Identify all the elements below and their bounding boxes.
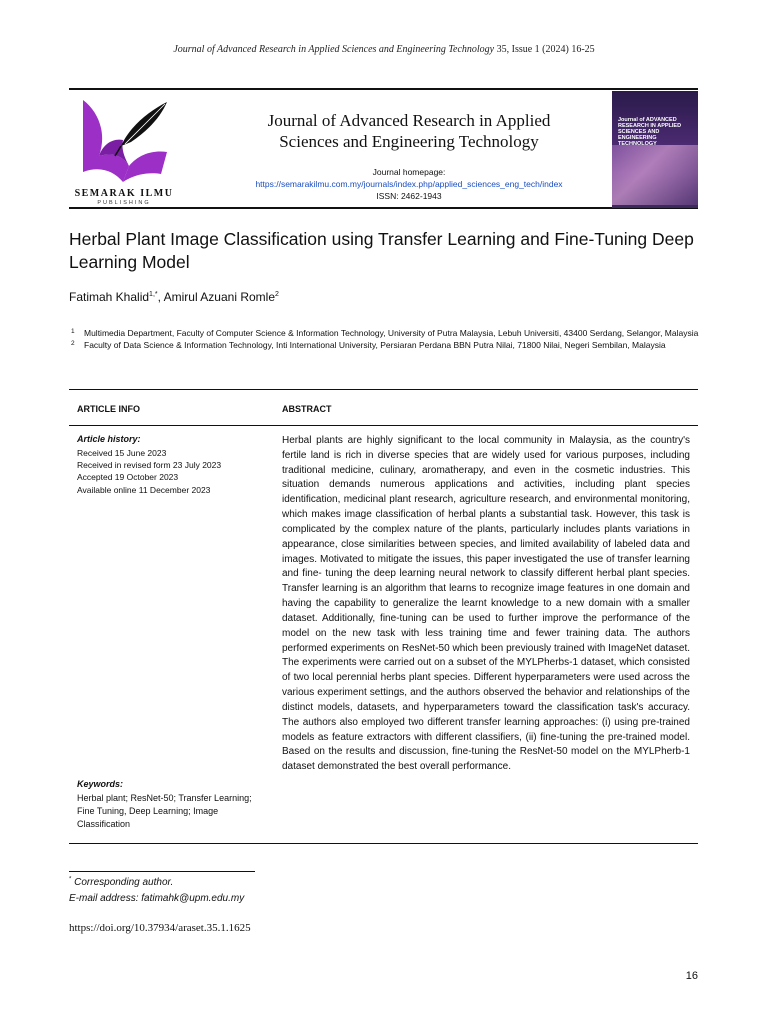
footnote-rule [69, 871, 255, 872]
corresponding-text: Corresponding author. [71, 877, 174, 888]
history-revised: Received in revised form 23 July 2023 [77, 460, 222, 471]
author-name: Amirul Azuani Romle [163, 290, 275, 304]
affiliations [69, 327, 699, 351]
book-quill-icon [69, 94, 179, 188]
corresponding-author-note [69, 877, 173, 888]
keywords-label: Keywords: [77, 779, 124, 789]
paper-title: Herbal Plant Image Classification using Transfer Learning and Fine-Tuning Deep Learning Model [69, 229, 694, 272]
author-affil-mark: 1,* [149, 291, 158, 298]
divider [69, 425, 698, 426]
issn: ISSN: 2462-1943 [376, 191, 442, 201]
author-name: Fatimah Khalid [69, 290, 150, 304]
journal-title [209, 110, 609, 152]
publisher-sub: PUBLISHING [97, 200, 151, 206]
running-head [0, 44, 768, 55]
journal-title-line2: Sciences and Engineering Technology [279, 132, 539, 151]
cover-artwork [612, 145, 698, 205]
corresponding-email[interactable]: E-mail address: fatimahk@upm.edu.my [69, 893, 245, 904]
affiliation-item [69, 327, 699, 339]
history-accepted: Accepted 19 October 2023 [77, 472, 179, 483]
doi-link[interactable]: https://doi.org/10.37934/araset.35.1.1625 [69, 922, 251, 934]
article-info-heading: ARTICLE INFO [77, 404, 140, 414]
corresponding-mark: * [69, 876, 72, 883]
page-number: 16 [685, 970, 698, 982]
publisher-name: SEMARAK ILMU [74, 188, 174, 199]
author-affil-mark: 2 [275, 291, 279, 298]
affiliation-mark: 2 [71, 340, 75, 347]
running-head-issue: 35, Issue 1 (2024) 16-25 [494, 44, 595, 55]
affiliation-mark: 1 [71, 328, 75, 335]
history-online: Available online 11 December 2023 [77, 484, 211, 495]
journal-cover-image [612, 91, 698, 208]
cover-title: Journal of ADVANCED RESEARCH IN APPLIED SCIENCES AND ENGINEERING TECHNOLOGY [618, 117, 682, 147]
journal-masthead [69, 88, 698, 209]
divider [69, 843, 698, 844]
journal-title-line1: Journal of Advanced Research in Applied [267, 111, 551, 130]
affiliation-text: Multimedia Department, Faculty of Computer Science & Information Technology, University of Putra Malaysia, Lebuh Universiti, 43400 Serdang, Selangor, Malaysia [84, 328, 699, 338]
divider [69, 389, 698, 390]
homepage-label: Journal homepage: [372, 167, 446, 177]
affiliation-item [69, 339, 699, 351]
author-separator: , [157, 290, 164, 304]
article-history-label: Article history: [77, 434, 141, 444]
affiliation-text: Faculty of Data Science & Information Technology, Inti International University, Persiaran Perdana BBN Putra Nilai, 71800 Nilai, Negeri Sembilan, Malaysia [84, 340, 666, 350]
abstract-heading: ABSTRACT [282, 404, 332, 414]
history-received: Received 15 June 2023 [77, 448, 167, 458]
abstract-text: Herbal plants are highly significant to the local community in Malaysia, as the country's fertile land is rich in diverse species that are widely used for various purposes, including traditional medicine, culinary, aromatherapy, and even in the cosmetic industries. This situation demands numerous applications and activities, including plant species identification, medicinal plant research, agriculture research, and environmental monitoring, which makes image classification of herbal plants a substantial task. However, this task is complicated by the complex nature of the plants, particularly includes plants variations in appearance, close similarities between species, and limited availability of labeled data and images. Motivated to mitigate the issues, this paper investigated the use of transfer learning and fine- tuning the deep learning neural network to classify different herbal plant species. Transfer learning is an algorithm that learns to recognize image features in one domain and having the capability to generalize the learnt knowledge to a new domain with a smaller dataset. Additionally, fine-tuning can be used to further improve the performance of the model on the new task with less training time and fewer training data. The authors performed experiments on ResNet-50 which been previously trained with ImageNet dataset. The experiments were carried out on a subset of the MYLPherbs-1 dataset, which consisted of two local perennial herbs plant species. Different hyperparameters were used across the various experiment settings, and the authors observed the behavior and relationships of the distinct models, datasets, and hyperparameters toward the classification task's accuracy. The authors also employed two different transfer learning approaches: (i) using pre-trained models as feature extractors with different classifiers, (ii) fine-tuning the pre-trained model. Based on the results and discussion, fine-tuning the ResNet-50 model on the MYLPherb-1 dataset demonstrated the best overall performance. [282, 435, 690, 773]
keywords: Herbal plant; ResNet-50; Transfer Learning; Fine Tuning, Deep Learning; Image Classification [77, 793, 252, 829]
running-head-journal: Journal of Advanced Research in Applied Sciences and Engineering Technology [173, 44, 495, 55]
homepage-link[interactable]: https://semarakilmu.com.my/journals/index.php/applied_sciences_eng_tech/index [255, 179, 563, 189]
article-history [77, 447, 221, 496]
publisher-logo [69, 94, 179, 206]
author-list [69, 290, 279, 304]
